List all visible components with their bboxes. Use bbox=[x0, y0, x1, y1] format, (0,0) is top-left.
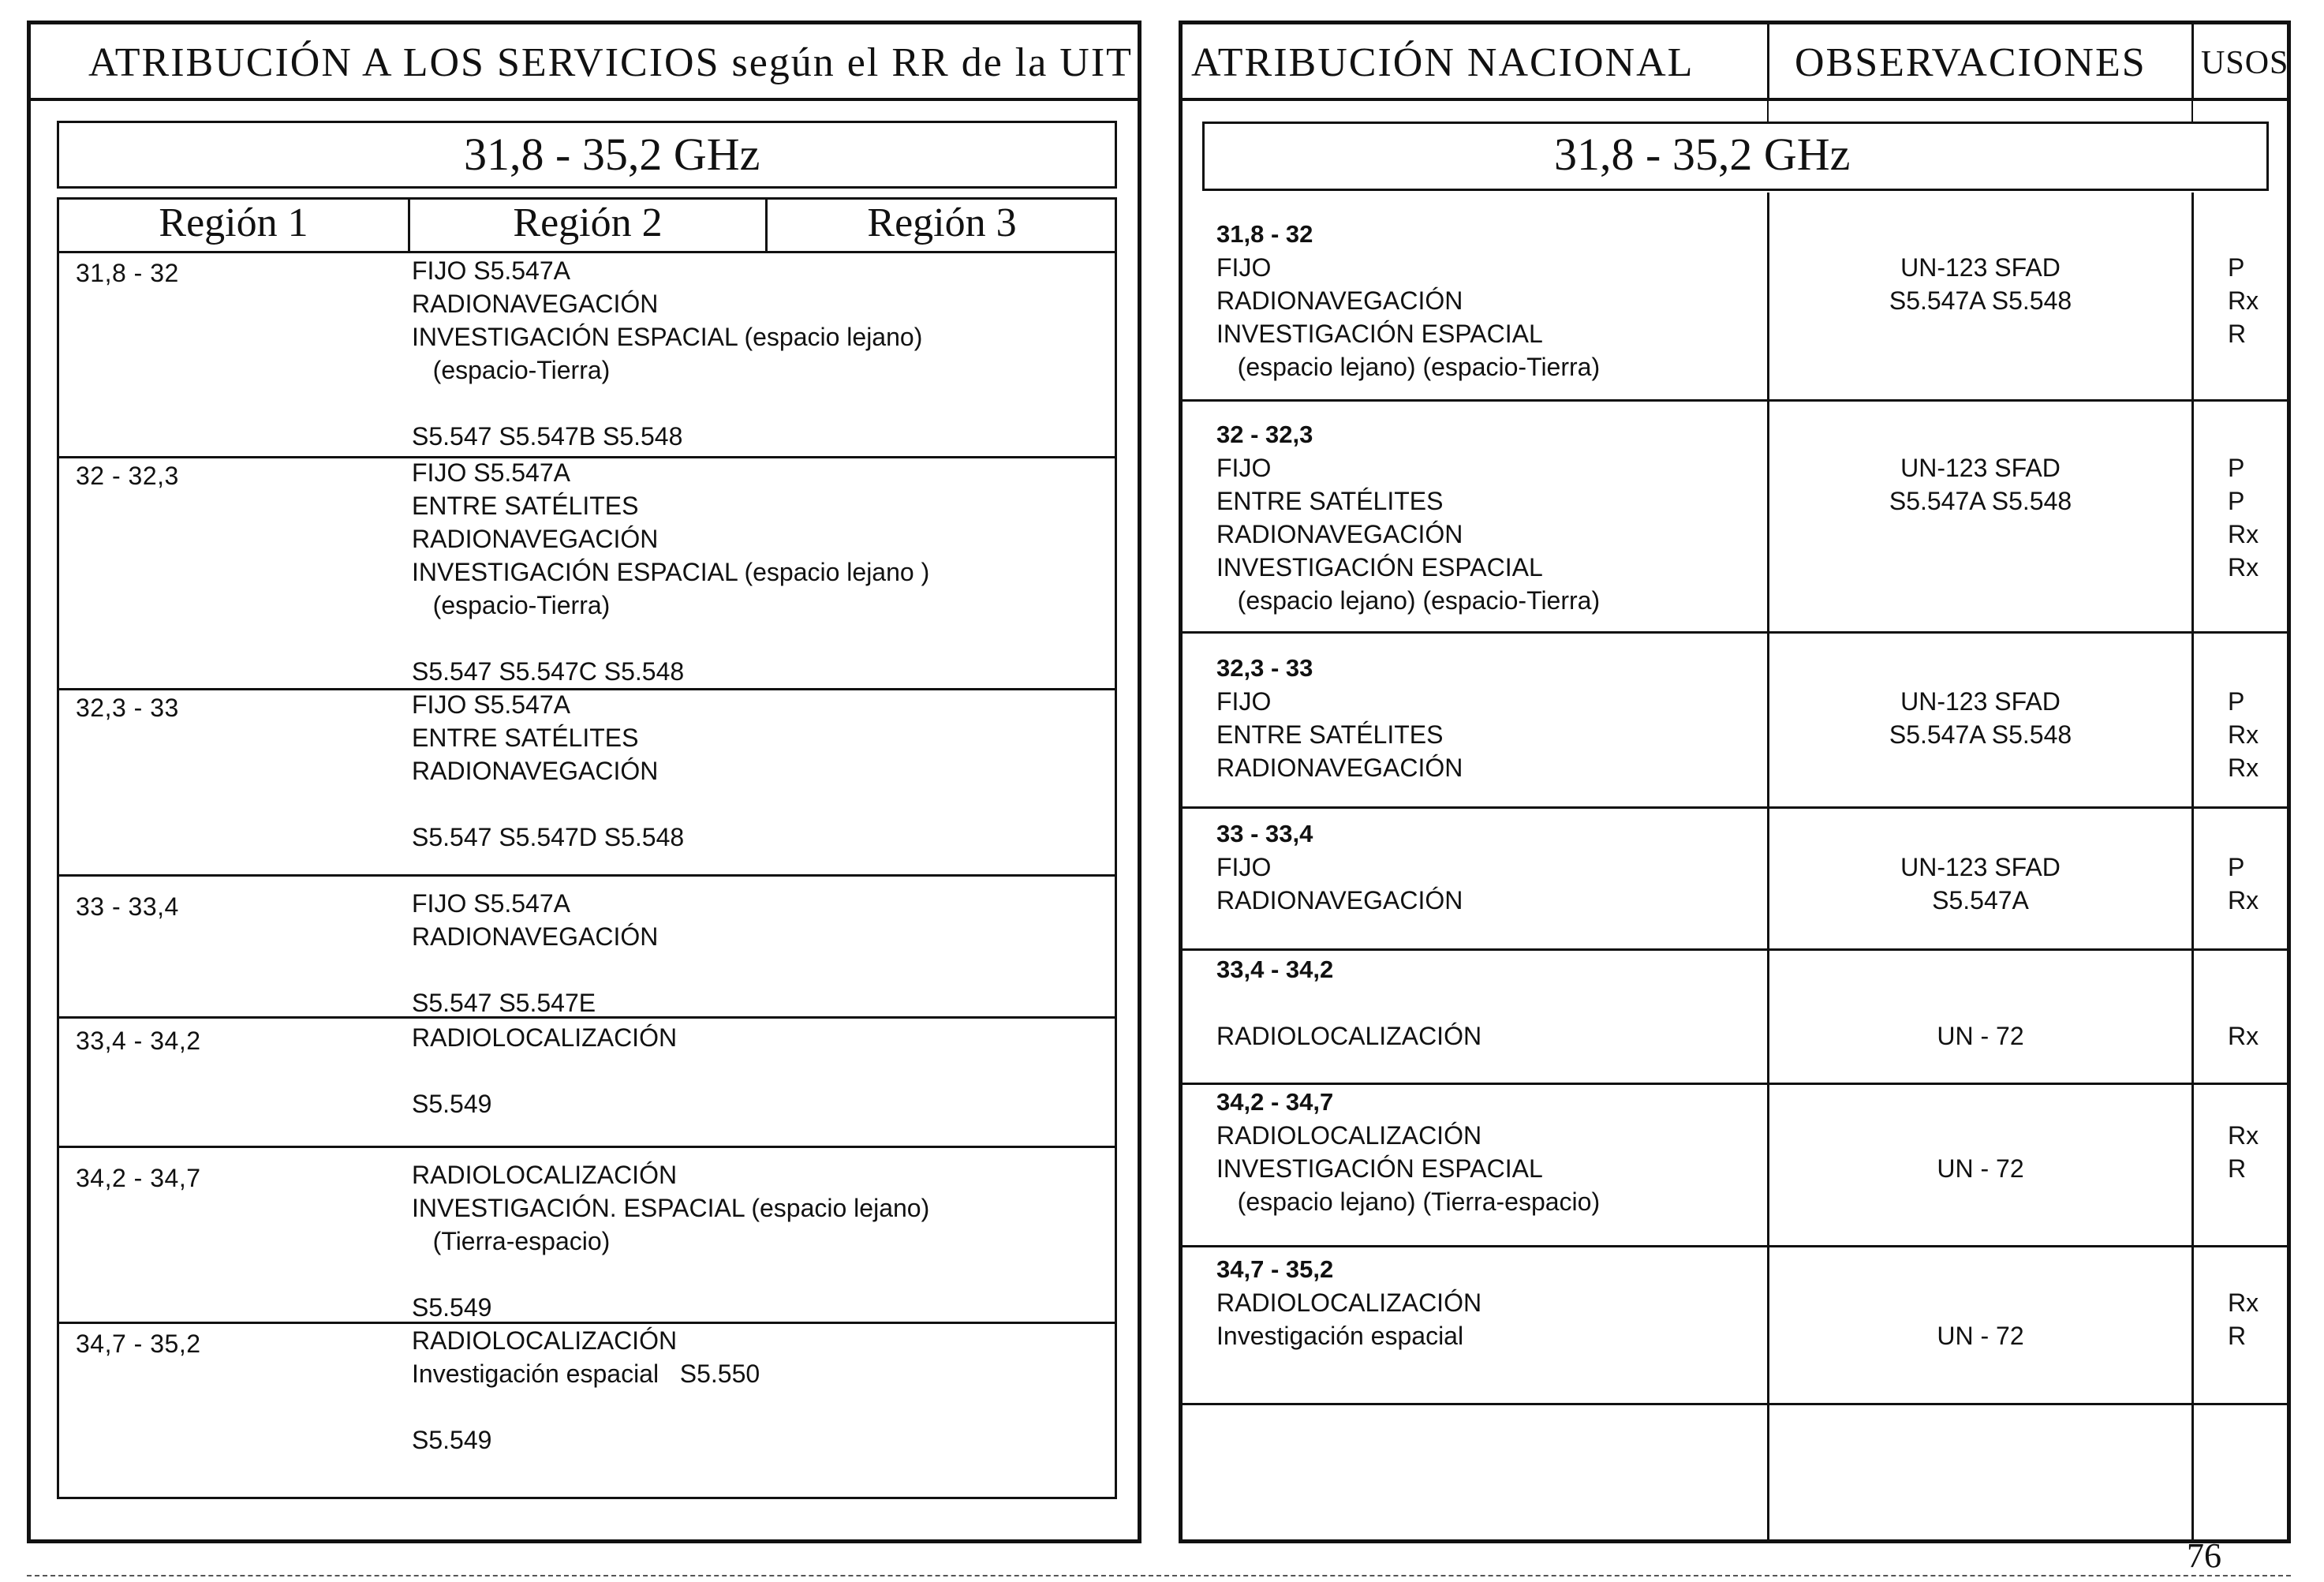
left-table-header: ATRIBUCIÓN A LOS SERVICIOS según el RR de la UIT bbox=[88, 40, 1133, 85]
right-row-observaciones: UN - 72 bbox=[1937, 1322, 2024, 1350]
right-row-observaciones: UN - 72 bbox=[1937, 1154, 2024, 1183]
left-band-label: 31,8 - 32 bbox=[76, 259, 179, 287]
page-bottom-rule bbox=[27, 1575, 2291, 1576]
region-2-header: Región 2 bbox=[513, 200, 663, 245]
right-row-services: FIJO RADIONAVEGACIÓN INVESTIGACIÓN ESPACIAL (espacio lejano) (espacio-Tierra) bbox=[1216, 253, 1601, 381]
left-band-label: 32,3 - 33 bbox=[76, 694, 179, 722]
right-row-services: FIJO ENTRE SATÉLITES RADIONAVEGACIÓN INVESTIGACIÓN ESPACIAL (espacio lejano) (espacio-Tierra) bbox=[1216, 454, 1601, 615]
right-row-services: RADIOLOCALIZACIÓN bbox=[1216, 1022, 1482, 1050]
right-row-observaciones: UN-123 SFAD S5.547A S5.548 bbox=[1889, 454, 2072, 515]
right-row-usos: P Rx Rx bbox=[2228, 687, 2259, 782]
right-row-observaciones: UN-123 SFAD S5.547A S5.548 bbox=[1889, 253, 2072, 315]
right-band-label: 32,3 - 33 bbox=[1216, 654, 1313, 682]
nacional-header: ATRIBUCIÓN NACIONAL bbox=[1191, 40, 1694, 85]
left-band-label: 34,2 - 34,7 bbox=[76, 1164, 201, 1192]
header-divider bbox=[31, 98, 1138, 101]
left-band-label: 33,4 - 34,2 bbox=[76, 1027, 201, 1055]
region-3-header: Región 3 bbox=[867, 200, 1017, 245]
right-band-label: 33 - 33,4 bbox=[1216, 820, 1313, 847]
left-band-label: 34,7 - 35,2 bbox=[76, 1330, 201, 1358]
usos-header: USOS bbox=[2201, 45, 2289, 81]
left-range-title: 31,8 - 35,2 GHz bbox=[464, 129, 760, 180]
right-row-observaciones: UN-123 SFAD S5.547A S5.548 bbox=[1889, 687, 2072, 749]
right-row-services: FIJO ENTRE SATÉLITES RADIONAVEGACIÓN bbox=[1216, 687, 1463, 782]
right-row-services: RADIOLOCALIZACIÓN INVESTIGACIÓN ESPACIAL (espacio lejano) (Tierra-espacio) bbox=[1216, 1121, 1601, 1216]
page-number: 76 bbox=[2187, 1536, 2221, 1575]
right-band-label: 34,2 - 34,7 bbox=[1216, 1088, 1334, 1116]
right-band-label: 33,4 - 34,2 bbox=[1216, 956, 1334, 983]
right-row-observaciones: UN - 72 bbox=[1937, 1022, 2024, 1050]
region-1-header: Región 1 bbox=[159, 200, 308, 245]
left-row-services: RADIOLOCALIZACIÓN INVESTIGACIÓN. ESPACIAL (espacio lejano) (Tierra-espacio) S5.549 bbox=[412, 1161, 930, 1322]
right-row-usos: Rx R bbox=[2228, 1121, 2259, 1183]
left-row-services: RADIOLOCALIZACIÓN Investigación espacial S5.550 S5.549 bbox=[412, 1326, 760, 1454]
left-band-label: 33 - 33,4 bbox=[76, 892, 179, 921]
left-row-services: FIJO S5.547A RADIONAVEGACIÓN INVESTIGACIÓN ESPACIAL (espacio lejano) (espacio-Tierra) S5.547 S5.547B S5.548 bbox=[412, 256, 923, 451]
left-row-services: RADIOLOCALIZACIÓN S5.549 bbox=[412, 1023, 678, 1118]
left-row-services: FIJO S5.547A RADIONAVEGACIÓN S5.547 S5.547E bbox=[412, 889, 659, 1017]
right-row-usos: P Rx R bbox=[2228, 253, 2259, 348]
right-row-services: FIJO RADIONAVEGACIÓN bbox=[1216, 853, 1463, 914]
right-row-observaciones: UN-123 SFAD S5.547A bbox=[1900, 853, 2061, 914]
right-row-usos: Rx R bbox=[2228, 1288, 2259, 1350]
left-row-services: FIJO S5.547A ENTRE SATÉLITES RADIONAVEGACIÓN S5.547 S5.547D S5.548 bbox=[412, 690, 685, 851]
left-band-label: 32 - 32,3 bbox=[76, 462, 179, 490]
left-row-services: FIJO S5.547A ENTRE SATÉLITES RADIONAVEGACIÓN INVESTIGACIÓN ESPACIAL (espacio lejano ) (espacio-Tierra) S5.547 S5.547C S5.548 bbox=[412, 458, 930, 686]
right-band-label: 32 - 32,3 bbox=[1216, 421, 1313, 448]
right-row-usos: Rx bbox=[2228, 1022, 2259, 1050]
right-row-services: RADIOLOCALIZACIÓN Investigación espacial bbox=[1216, 1288, 1482, 1350]
right-band-label: 31,8 - 32 bbox=[1216, 220, 1313, 248]
observaciones-header: OBSERVACIONES bbox=[1795, 40, 2147, 85]
right-row-usos: P P Rx Rx bbox=[2228, 454, 2259, 582]
right-band-label: 34,7 - 35,2 bbox=[1216, 1255, 1334, 1283]
right-range-title: 31,8 - 35,2 GHz bbox=[1554, 129, 1851, 180]
right-row-usos: P Rx bbox=[2228, 853, 2259, 914]
